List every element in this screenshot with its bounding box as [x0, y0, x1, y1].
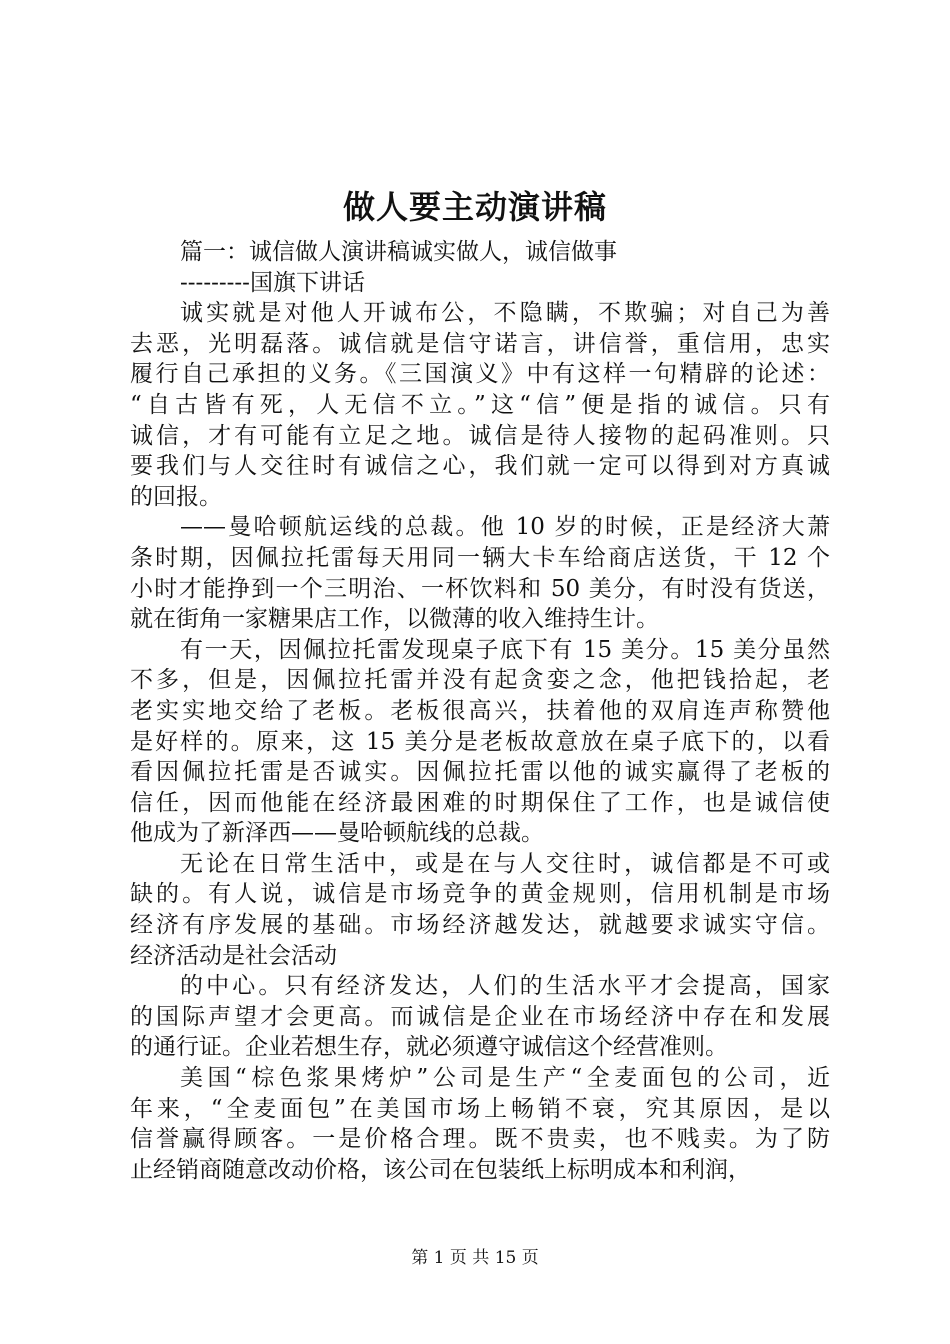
paragraph-line: 止经销商随意改动价格，该公司在包装纸上标明成本和利润，: [130, 1156, 751, 1183]
paragraph-line: 有一天，因佩拉托雷发现桌子底下有 15 美分。15 美分虽然: [180, 636, 830, 663]
paragraph-line: 信任，因而他能在经济最困难的时期保住了工作，也是诚信使: [130, 789, 830, 816]
paragraph-line: 诚实就是对他人开诚布公，不隐瞒，不欺骗；对自己为善: [180, 300, 830, 327]
paragraph-line: “自古皆有死，人无信不立。”这“信”便是指的诚信。只有: [130, 391, 830, 418]
subtitle-line: 篇一：诚信做人演讲稿诚实做人，诚信做事: [180, 239, 617, 265]
document-title: 做人要主动演讲稿: [342, 188, 607, 226]
paragraph-line: 条时期，因佩拉托雷每天用同一辆大卡车给商店送货，干 12 个: [130, 544, 830, 571]
paragraph-line: 去恶，光明磊落。诚信就是信守诺言，讲信誉，重信用，忠实: [130, 330, 830, 357]
paragraph-line: 年来，“全麦面包”在美国市场上畅销不衰，究其原因，是以: [130, 1095, 830, 1122]
paragraph-line: 的回报。: [130, 483, 222, 510]
page-number: 第 1 页 共 15 页: [411, 1248, 539, 1268]
paragraph: [130, 635, 830, 849]
paragraph-line: 信誉赢得顾客。一是价格合理。既不贵卖，也不贱卖。为了防: [130, 1126, 830, 1153]
paragraph: [130, 849, 830, 971]
paragraph-line: 美国“棕色浆果烤炉”公司是生产“全麦面包的公司，近: [180, 1065, 830, 1092]
paragraph-line: 就在街角一家糖果店工作，以微薄的收入维持生计。: [130, 606, 659, 633]
paragraph-line: 缺的。有人说，诚信是市场竞争的黄金规则，信用机制是市场: [130, 881, 830, 908]
paragraph-list: [130, 298, 830, 1185]
document-body: [130, 237, 830, 1185]
paragraph-line: 的通行证。企业若想生存，就必须遵守诚信这个经营准则。: [130, 1034, 728, 1061]
paragraph-line: 无论在日常生活中，或是在与人交往时，诚信都是不可或: [180, 850, 830, 877]
paragraph-line: 的中心。只有经济发达，人们的生活水平才会提高，国家: [180, 973, 830, 1000]
paragraph-line: 小时才能挣到一个三明治、一杯饮料和 50 美分，有时没有货送，: [130, 575, 830, 602]
paragraph: [130, 298, 830, 512]
paragraph-line: 老实实地交给了老板。老板很高兴，扶着他的双肩连声称赞他: [130, 697, 830, 724]
paragraph-line: 要我们与人交往时有诚信之心，我们就一定可以得到对方真诚: [130, 453, 830, 480]
paragraph-line: 不多，但是，因佩拉托雷并没有起贪娈之念，他把钱拾起，老: [130, 667, 830, 694]
paragraph-line: 诚信，才有可能有立足之地。诚信是待人接物的起码准则。只: [130, 422, 830, 449]
paragraph-line: 经济有序发展的基础。市场经济越发达，就越要求诚实守信。: [130, 912, 830, 939]
paragraph: [130, 512, 830, 634]
paragraph: [130, 971, 830, 1063]
paragraph-line: 经济活动是社会活动: [130, 942, 337, 969]
paragraph-line: ——曼哈顿航运线的总裁。他 10 岁的时候，正是经济大萧: [180, 514, 830, 541]
paragraph-line: 看因佩拉托雷是否诚实。因佩拉托雷以他的诚实赢得了老板的: [130, 759, 830, 786]
paragraph-line: 是好样的。原来，这 15 美分是老板故意放在桌子底下的，以看: [130, 728, 830, 755]
subtitle-line: ---------国旗下讲话: [180, 269, 365, 296]
paragraph-line: 履行自己承担的义务。《三国演义》中有这样一句精辟的论述：: [130, 361, 830, 388]
paragraph-line: 的国际声望才会更高。而诚信是企业在市场经济中存在和发展: [130, 1003, 830, 1030]
paragraph: [130, 1063, 830, 1185]
paragraph-line: 他成为了新泽西——曼哈顿航线的总裁。: [130, 820, 544, 847]
